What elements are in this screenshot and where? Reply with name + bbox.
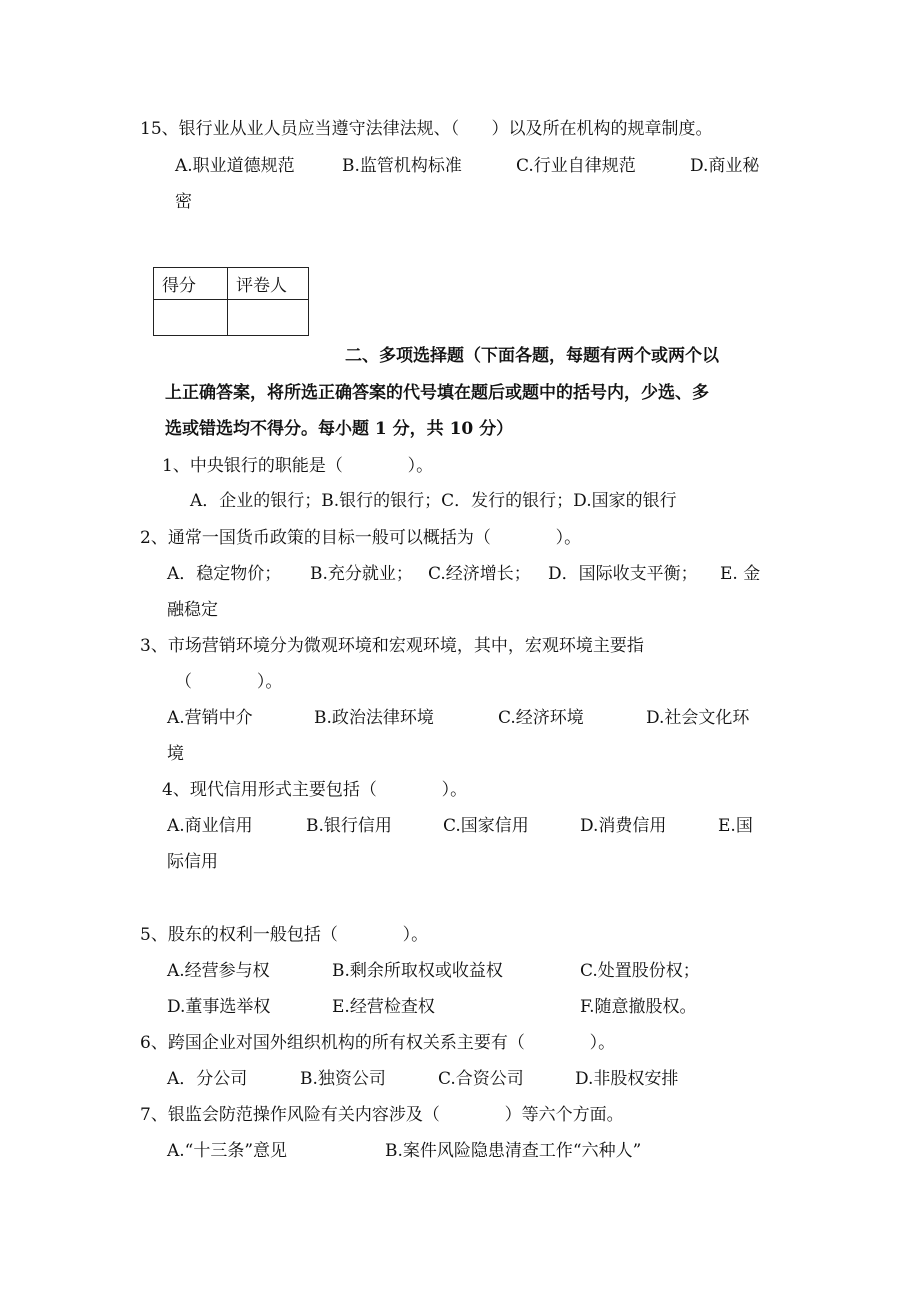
- q5-option-d: D.董事选举权: [167, 997, 271, 1017]
- q1-options: A．企业的银行；B.银行的银行；C．发行的银行；D.国家的银行: [190, 491, 677, 511]
- q4-option-d: D.消费信用: [580, 816, 667, 836]
- q7-option-a: A.“十三条”意见: [167, 1141, 288, 1161]
- q5-stem: 5、股东的权利一般包括（ ）。: [140, 925, 429, 945]
- section2-heading-line1: 二、多项选择题（下面各题，每题有两个或两个以: [345, 346, 719, 366]
- section2-heading-line2: 上正确答案，将所选正确答案的代号填在题后或题中的括号内，少选、多: [165, 383, 709, 403]
- q5-option-c: C.处置股份权；: [580, 961, 700, 981]
- q2-option-e: E. 金: [720, 564, 761, 584]
- score-table: [153, 267, 309, 336]
- q3-paren: （ ）。: [175, 672, 283, 692]
- q5-option-f: F.随意撤股权。: [580, 997, 697, 1017]
- q2-option-c: C.经济增长；: [428, 564, 531, 584]
- grader-cell: [228, 300, 309, 336]
- q6-option-c: C.合资公司: [438, 1069, 524, 1089]
- q5-option-a: A.经营参与权: [167, 961, 270, 981]
- q6-option-b: B.独资公司: [300, 1069, 386, 1089]
- q1-stem: 1、中央银行的职能是（ ）。: [162, 456, 434, 476]
- q4-option-b: B.银行信用: [306, 816, 392, 836]
- q15-option-b: B.监管机构标准: [342, 156, 462, 176]
- q5-option-b: B.剩余所取权或收益权: [332, 961, 503, 981]
- score-header: 得分: [154, 268, 228, 300]
- q3-option-b: B.政治法律环境: [314, 708, 434, 728]
- q5-option-e: E.经营检查权: [332, 997, 435, 1017]
- q3-option-c: C.经济环境: [498, 708, 584, 728]
- q7-stem: 7、银监会防范操作风险有关内容涉及（ ）等六个方面。: [140, 1105, 624, 1125]
- q4-option-a: A.商业信用: [167, 816, 253, 836]
- q15-wrap: 密: [175, 192, 192, 212]
- q3-stem: 3、市场营销环境分为微观环境和宏观环境，其中，宏观环境主要指: [140, 636, 644, 656]
- q2-wrap: 融稳定: [167, 600, 218, 620]
- q15-stem: 15、银行业从业人员应当遵守法律法规、（ ）以及所在机构的规章制度。: [140, 119, 713, 139]
- q3-option-a: A.营销中介: [167, 708, 253, 728]
- q4-wrap: 际信用: [167, 852, 218, 872]
- q15-option-c: C.行业自律规范: [516, 156, 636, 176]
- q4-option-e: E.国: [718, 816, 753, 836]
- score-cell: [154, 300, 228, 336]
- q6-stem: 6、跨国企业对国外组织机构的所有权关系主要有（ ）。: [140, 1033, 616, 1053]
- q15-option-a: A.职业道德规范: [175, 156, 295, 176]
- q2-option-d: D．国际收支平衡；: [548, 564, 698, 584]
- q15-option-d: D.商业秘: [690, 156, 760, 176]
- q7-option-b: B.案件风险隐患清查工作“六种人”: [385, 1141, 642, 1161]
- section2-heading-line3: 选或错选均不得分。每小题 1 分，共 10 分）: [165, 419, 514, 439]
- q3-option-d: D.社会文化环: [646, 708, 750, 728]
- grader-header: 评卷人: [228, 268, 309, 300]
- q6-option-a: A．分公司: [167, 1069, 248, 1089]
- q2-stem: 2、通常一国货币政策的目标一般可以概括为（ ）。: [140, 528, 582, 548]
- q4-option-c: C.国家信用: [443, 816, 529, 836]
- q6-option-d: D.非股权安排: [575, 1069, 679, 1089]
- q2-option-b: B.充分就业；: [310, 564, 413, 584]
- q4-stem: 4、现代信用形式主要包括（ ）。: [162, 780, 468, 800]
- q3-wrap: 境: [167, 744, 184, 764]
- q2-option-a: A．稳定物价；: [167, 564, 282, 584]
